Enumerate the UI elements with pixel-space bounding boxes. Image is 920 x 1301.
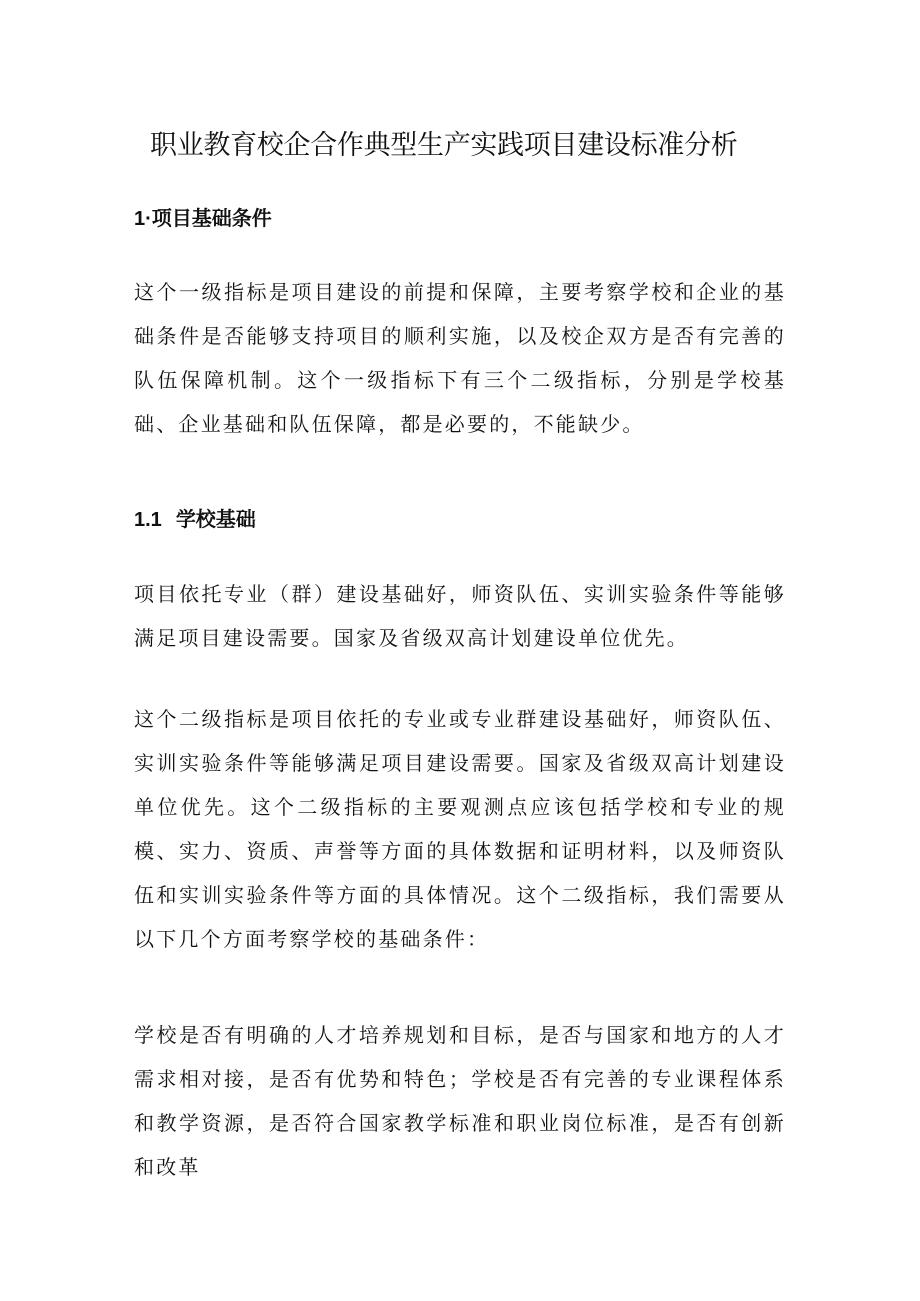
section-heading-1-1 — [134, 504, 256, 535]
paragraph: 学校是否有明确的人才培养规划和目标，是否与国家和地方的人才需求相对接，是否有优势和特色；学校是否有完善的专业课程体系和教学资源，是否符合国家教学标准和职业岗位标准，是否有创新和改革 — [134, 1023, 786, 1179]
paragraph: 项目依托专业（群）建设基础好，师资队伍、实训实验条件等能够满足项目建设需要。国家及省级双高计划建设单位优先。 — [134, 582, 786, 650]
section-heading-text: 学校基础 — [175, 507, 256, 531]
section-1-paragraph: 这个一级指标是项目建设的前提和保障，主要考察学校和企业的基础条件是否能够支持项目的顺利实施，以及校企双方是否有完善的队伍保障机制。这个一级指标下有三个二级指标，分别是学校基础、企业基础和队伍保障，都是必要的，不能缺少。 — [134, 280, 786, 436]
section-heading-1 — [134, 203, 272, 234]
paragraph: 这个二级指标是项目依托的专业或专业群建设基础好，师资队伍、实训实验条件等能够满足项目建设需要。国家及省级双高计划建设单位优先。这个二级指标的主要观测点应该包括学校和专业的规模、实力、资质、声誉等方面的具体数据和证明材料，以及师资队伍和实训实验条件等方面的具体情况。这个二级指标，我们需要从以下几个方面考察学校的基础条件： — [134, 707, 786, 951]
section-number: 1· — [134, 208, 152, 230]
document-title: 职业教育校企合作典型生产实践项目建设标准分析 — [150, 130, 738, 161]
section-number: 1.1 — [134, 509, 162, 531]
section-heading-text: 项目基础条件 — [151, 206, 272, 230]
